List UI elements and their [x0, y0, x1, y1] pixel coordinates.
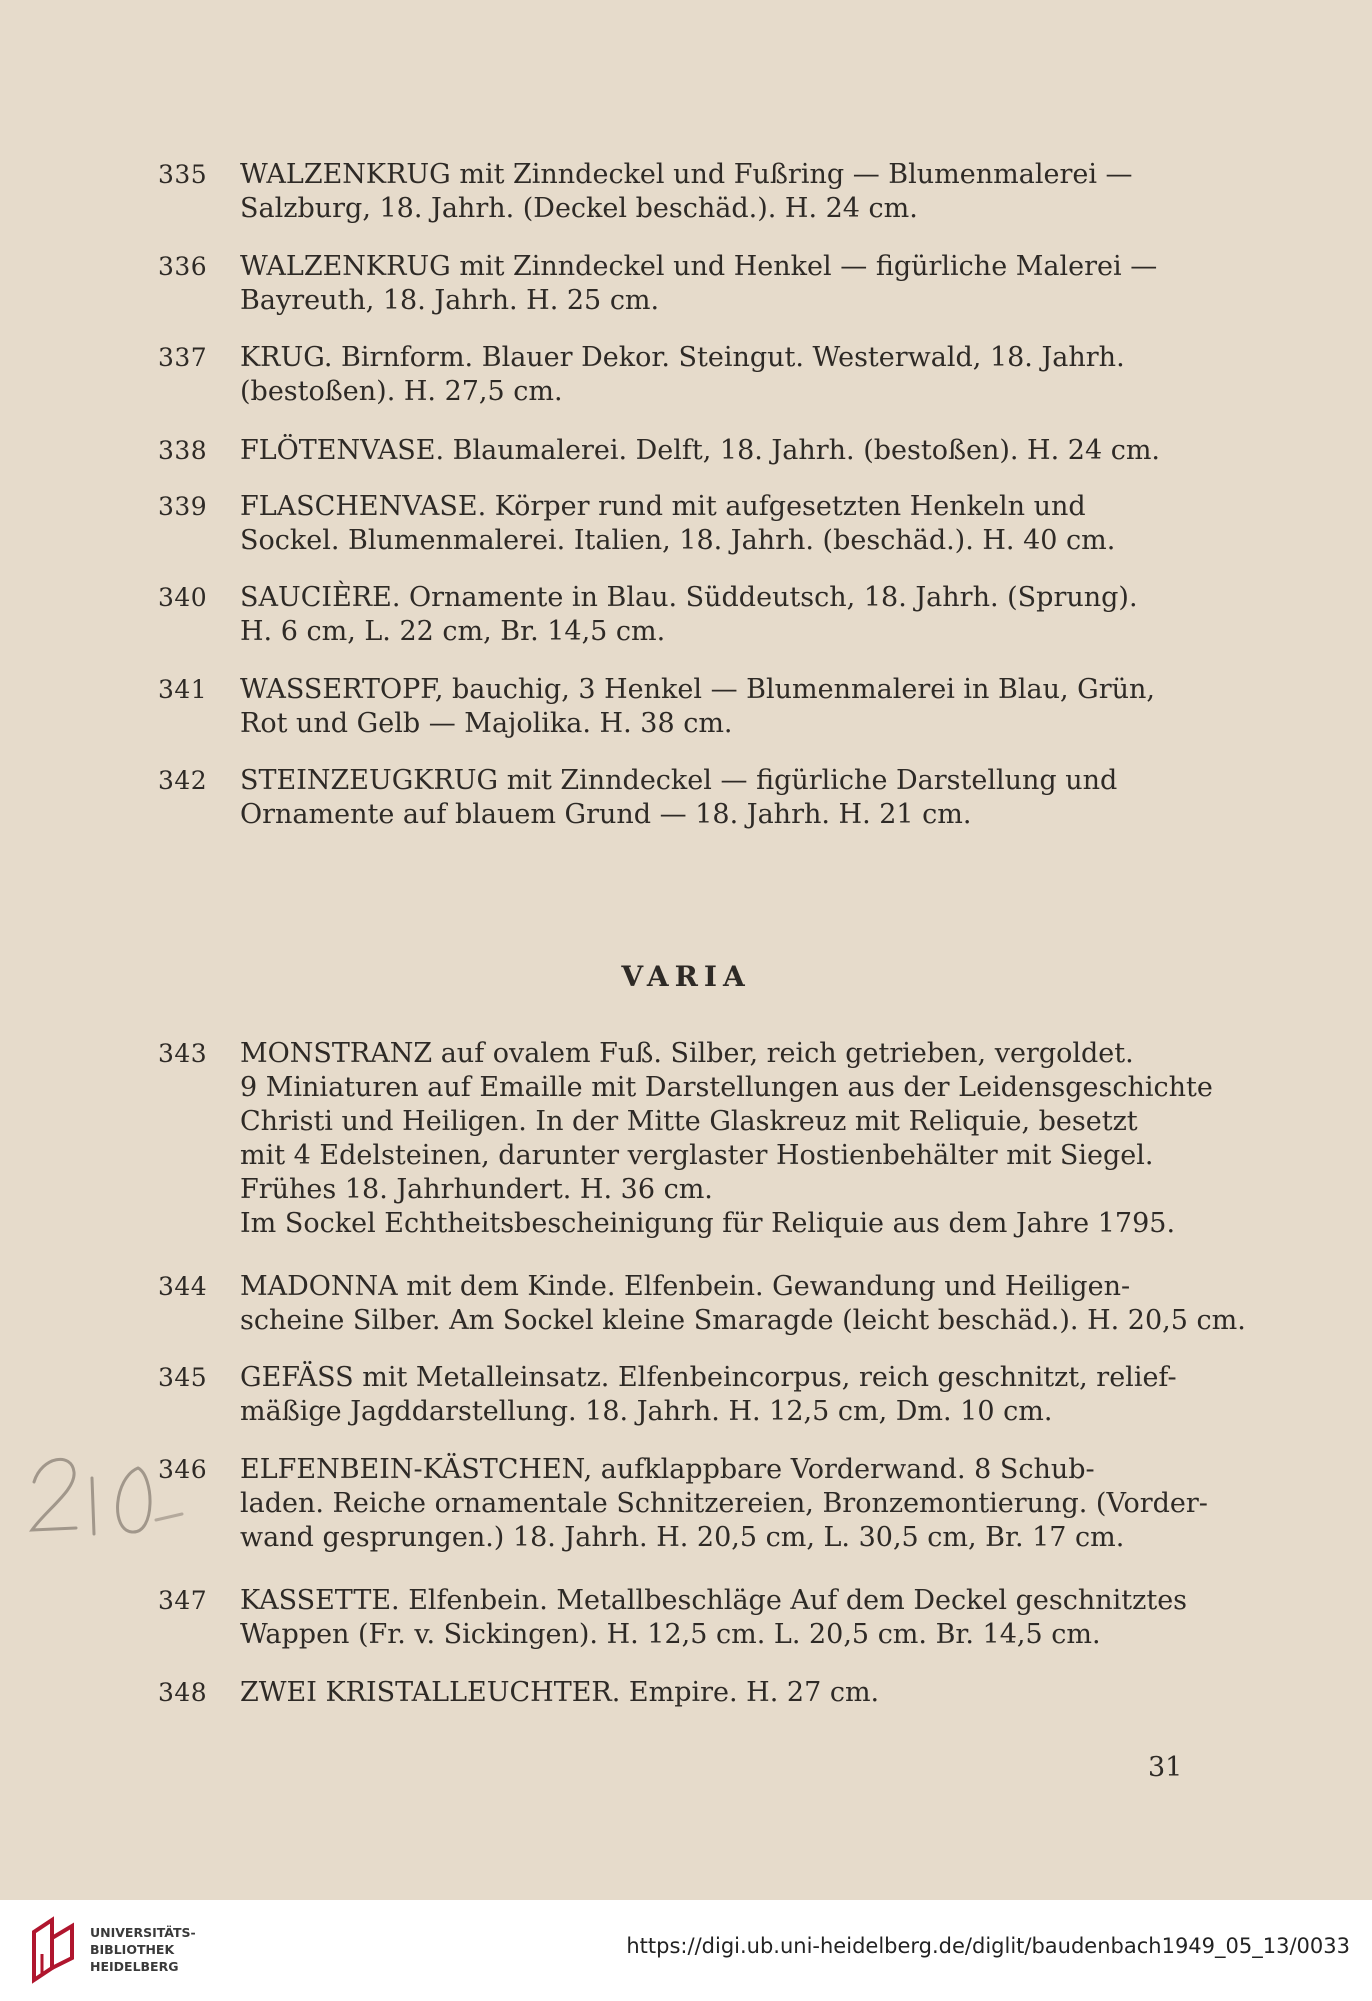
entry-text	[240, 1037, 1213, 1241]
entry-text	[240, 673, 1188, 741]
catalog-entry	[158, 1676, 1208, 1710]
catalog-entry	[158, 1270, 1246, 1338]
entry-line: Christi und Heiligen. In der Mitte Glaskreuz mit Reliquie, besetzt	[240, 1106, 1138, 1137]
entry-number: 341	[158, 675, 208, 704]
entry-number: 348	[158, 1678, 208, 1707]
entry-line: MADONNA mit dem Kinde. Elfenbein. Gewandung und Heiligen-	[240, 1271, 1131, 1302]
source-url-link[interactable]: https://digi.ub.uni-heidelberg.de/diglit/baudenbach1949_05_13/0033	[626, 1934, 1350, 1958]
entry-number: 340	[158, 583, 208, 612]
entry-line: WALZENKRUG mit Zinndeckel und Henkel — figürliche Malerei —	[240, 251, 1158, 282]
logo-line: UNIVERSITÄTS-	[90, 1925, 196, 1940]
entry-line: Frühes 18. Jahrhundert. H. 36 cm.	[240, 1174, 713, 1205]
entry-line: MONSTRANZ auf ovalem Fuß. Silber, reich getrieben, vergoldet.	[240, 1038, 1134, 1069]
entry-text	[240, 581, 1188, 649]
entry-text	[240, 250, 1188, 318]
entry-line: wand gesprungen.) 18. Jahrh. H. 20,5 cm, L. 30,5 cm, Br. 17 cm.	[240, 1522, 1125, 1553]
catalog-entry	[158, 1037, 1213, 1241]
catalog-entry	[158, 158, 1208, 226]
entry-line: H. 6 cm, L. 22 cm, Br. 14,5 cm.	[240, 616, 666, 647]
entry-line: GEFÄSS mit Metalleinsatz. Elfenbeincorpus, reich geschnitzt, relief-	[240, 1362, 1177, 1393]
entry-line: ZWEI KRISTALLEUCHTER. Empire. H. 27 cm.	[240, 1677, 880, 1708]
entry-line: ELFENBEIN-KÄSTCHEN, aufklappbare Vorderwand. 8 Schub-	[240, 1454, 1095, 1485]
entry-line: WALZENKRUG mit Zinndeckel und Fußring — Blumenmalerei —	[240, 159, 1133, 190]
entry-line: FLÖTENVASE. Blaumalerei. Delft, 18. Jahrh. (bestoßen). H. 24 cm.	[240, 435, 1161, 466]
entry-text	[240, 158, 1188, 226]
entry-number: 344	[158, 1272, 208, 1301]
entry-text	[240, 490, 1188, 558]
entry-line: mäßige Jagddarstellung. 18. Jahrh. H. 12,5 cm, Dm. 10 cm.	[240, 1396, 1053, 1427]
entry-text	[240, 1676, 1188, 1710]
catalog-entry	[158, 581, 1208, 649]
entry-line: WASSERTOPF, bauchig, 3 Henkel — Blumenmalerei in Blau, Grün,	[240, 674, 1155, 705]
entry-line: laden. Reiche ornamentale Schnitzereien, Bronzemontierung. (Vorder-	[240, 1488, 1208, 1519]
entry-line: Ornamente auf blauem Grund — 18. Jahrh. H. 21 cm.	[240, 799, 972, 830]
entry-line: 9 Miniaturen auf Emaille mit Darstellungen aus der Leidensgeschichte	[240, 1072, 1213, 1103]
logo-line: BIBLIOTHEK	[90, 1942, 175, 1957]
entry-text	[240, 434, 1188, 468]
entry-line: STEINZEUGKRUG mit Zinndeckel — figürliche Darstellung und	[240, 765, 1118, 796]
page-number: 31	[1148, 1752, 1183, 1783]
entry-number: 343	[158, 1039, 208, 1068]
library-logo-icon	[28, 1914, 78, 1984]
catalog-entry	[158, 1453, 1208, 1555]
entry-line: Sockel. Blumenmalerei. Italien, 18. Jahrh. (beschäd.). H. 40 cm.	[240, 525, 1116, 556]
entry-number: 336	[158, 252, 208, 281]
entry-number: 345	[158, 1363, 208, 1392]
catalog-entry	[158, 250, 1208, 318]
handwritten-margin-note	[20, 1438, 190, 1548]
catalog-entry	[158, 434, 1208, 468]
entry-line: mit 4 Edelsteinen, darunter verglaster Hostienbehälter mit Siegel.	[240, 1140, 1154, 1171]
entry-line: KRUG. Birnform. Blauer Dekor. Steingut. Westerwald, 18. Jahrh.	[240, 342, 1125, 373]
entry-line: SAUCIÈRE. Ornamente in Blau. Süddeutsch, 18. Jahrh. (Sprung).	[240, 582, 1138, 613]
entry-line: Salzburg, 18. Jahrh. (Deckel beschäd.). H. 24 cm.	[240, 193, 918, 224]
catalog-entry	[158, 1584, 1208, 1652]
logo-line: HEIDELBERG	[90, 1959, 179, 1974]
entry-text	[240, 1270, 1246, 1338]
footer-bar	[0, 1900, 1372, 2001]
catalog-entry	[158, 764, 1208, 832]
entry-number: 347	[158, 1586, 208, 1615]
entry-line: FLASCHENVASE. Körper rund mit aufgesetzten Henkeln und	[240, 491, 1086, 522]
catalog-entry	[158, 341, 1208, 409]
entry-line: Bayreuth, 18. Jahrh. H. 25 cm.	[240, 285, 660, 316]
entry-number: 335	[158, 160, 208, 189]
entry-text	[240, 1584, 1188, 1652]
entry-line: scheine Silber. Am Sockel kleine Smaragde (leicht beschäd.). H. 20,5 cm.	[240, 1305, 1246, 1336]
entry-number: 342	[158, 766, 208, 795]
entry-line: (bestoßen). H. 27,5 cm.	[240, 376, 563, 407]
entry-line: Im Sockel Echtheitsbescheinigung für Reliquie aus dem Jahre 1795.	[240, 1208, 1176, 1239]
section-heading: VARIA	[621, 960, 751, 993]
entry-number: 346	[158, 1455, 208, 1484]
entry-number: 337	[158, 343, 208, 372]
library-logo-text	[90, 1924, 196, 1975]
entry-text	[240, 341, 1188, 409]
catalog-entry	[158, 490, 1208, 558]
entry-number: 338	[158, 436, 208, 465]
entry-line: Rot und Gelb — Majolika. H. 38 cm.	[240, 708, 733, 739]
entry-number: 339	[158, 492, 208, 521]
entry-text	[240, 1453, 1208, 1555]
entry-line: KASSETTE. Elfenbein. Metallbeschläge Auf dem Deckel geschnitztes	[240, 1585, 1188, 1616]
entry-line: Wappen (Fr. v. Sickingen). H. 12,5 cm. L. 20,5 cm. Br. 14,5 cm.	[240, 1619, 1101, 1650]
entry-text	[240, 764, 1188, 832]
entry-text	[240, 1361, 1188, 1429]
catalog-entry	[158, 673, 1208, 741]
catalog-entry	[158, 1361, 1208, 1429]
